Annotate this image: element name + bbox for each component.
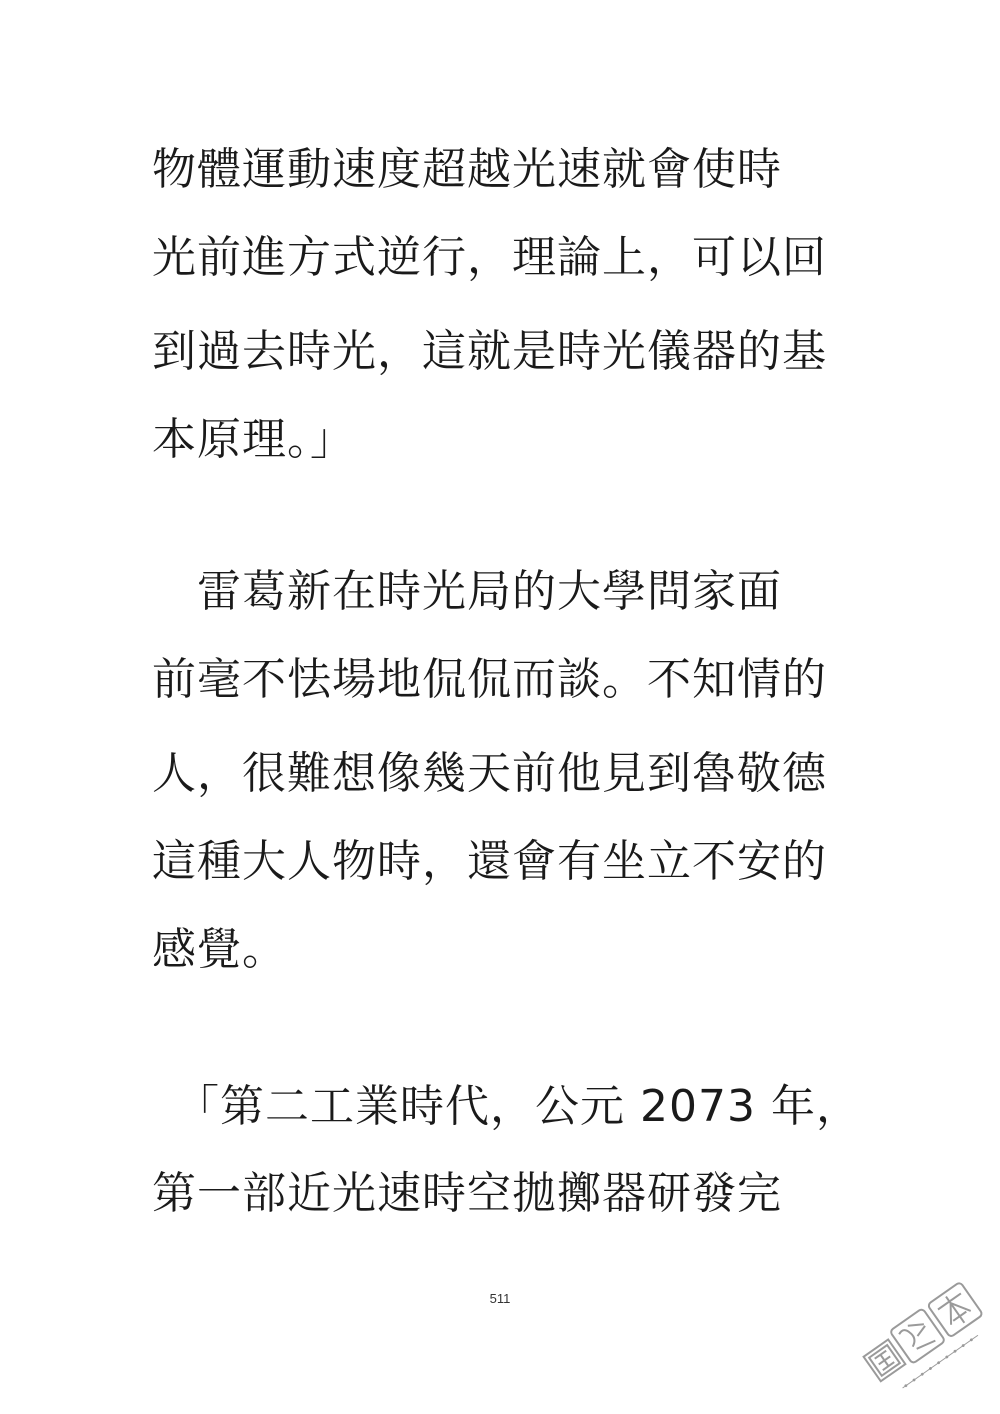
text-line: 到過去時光，這就是時光儀器的基 [152,326,827,377]
watermark-logo [848,1268,996,1410]
text-line: 「第二工業時代，公元 2073 年， [152,1081,861,1132]
text-line: 人，很難想像幾天前他見到魯敬德 [152,748,827,799]
text-line: 光前進方式逆行，理論上，可以回 [152,232,827,283]
text-line: 感覺。 [152,924,287,975]
text-line: 前毫不怯場地侃侃而談。不知情的 [152,654,827,705]
text-line: 這種大人物時，還會有坐立不安的 [152,836,827,887]
page-number: 511 [489,1291,511,1306]
text-line: 雷葛新在時光局的大學問家面 [152,566,782,617]
text-line: 物體運動速度超越光速就會使時 [152,144,782,195]
text-line: 本原理。」 [152,414,355,465]
watermark-url [848,1268,849,1269]
text-line: 第一部近光速時空拋擲器研發完 [152,1168,782,1219]
manben-logo-icon [848,1268,996,1410]
